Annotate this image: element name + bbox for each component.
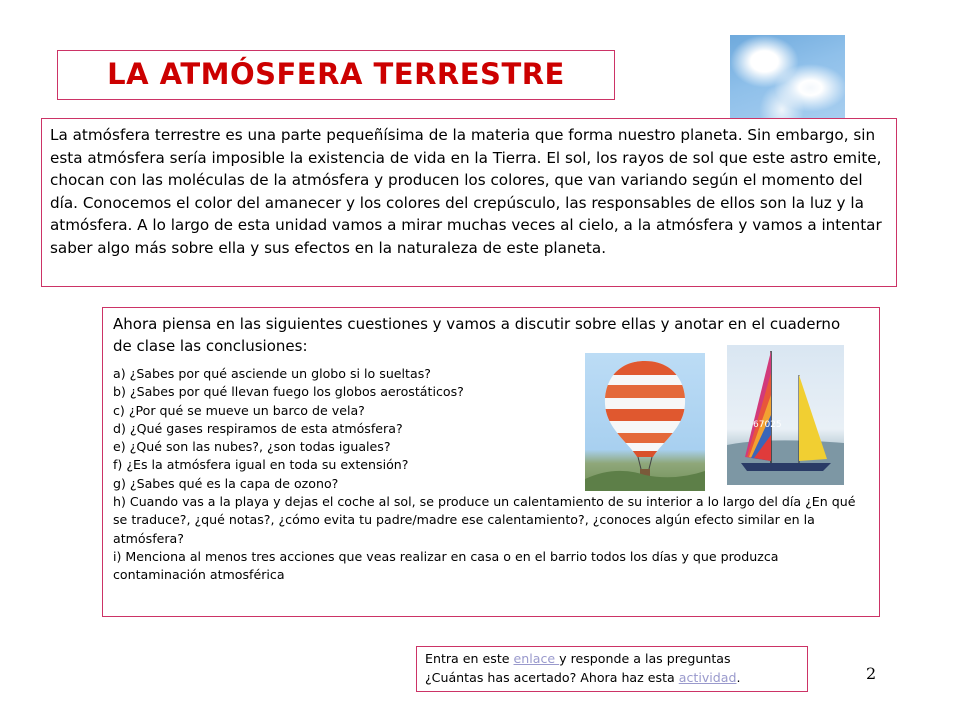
activity-link-box (416, 646, 808, 692)
enlace-link[interactable]: enlace (513, 651, 560, 666)
sailboat-icon (727, 345, 844, 485)
hot-air-balloon-icon (585, 353, 705, 491)
link-line-2 (425, 669, 799, 688)
link-line-2-text: ¿Cuántas has acertado? Ahora haz esta (425, 669, 679, 685)
question-item: f) ¿Es la atmósfera igual en toda su extensión? (113, 457, 409, 473)
link-line-1-text-end: y responde a las preguntas (559, 651, 731, 666)
question-item: c) ¿Por qué se mueve un barco de vela? (113, 402, 365, 418)
page-number: 2 (866, 664, 877, 683)
actividad-link[interactable]: actividad (678, 669, 737, 685)
question-item: g) ¿Sabes qué es la capa de ozono? (113, 475, 339, 491)
hot-air-balloon-image (585, 353, 705, 491)
question-item: i) Menciona al menos tres acciones que veas realizar en casa o en el barrio todos los días y que produzca contaminación atmosférica (113, 548, 779, 583)
question-item: e) ¿Qué son las nubes?, ¿son todas iguales? (113, 439, 391, 455)
sky-clouds-image (730, 35, 845, 123)
question-item: d) ¿Qué gases respiramos de esta atmósfera? (113, 420, 403, 436)
link-line-2-text-end: . (736, 669, 741, 685)
intro-box (41, 118, 897, 287)
link-line-1-text: Entra en este (425, 651, 514, 666)
sailboat-image (727, 345, 844, 485)
link-line-1 (425, 650, 799, 669)
question-item: b) ¿Sabes por qué llevan fuego los globos aerostáticos? (113, 384, 464, 400)
question-item: h) Cuando vas a la playa y dejas el coche al sol, se produce un calentamiento de su interior a lo largo del día ¿En qué se traduce?, ¿qué notas?, ¿cómo evita tu padre/madre ese calentamiento?, ¿conoces algún efecto similar en la atmósfera? (113, 494, 856, 546)
sail-number: 67025 (753, 420, 782, 430)
questions-intro: Ahora piensa en las siguientes cuestiones y vamos a discutir sobre ellas y anotar en el cuaderno de clase las conclusiones: (113, 315, 841, 355)
title-box (57, 50, 615, 100)
intro-paragraph: La atmósfera terrestre es una parte pequeñísima de la materia que forma nuestro planeta. Sin embargo, sin esta atmósfera sería imposible la existencia de vida en la Tierra. El sol, los rayos de sol que este astro emite, chocan con las moléculas de la atmósfera y producen los colores, que van variando según el momento del día. Conocemos el color del amanecer y los colores del crepúsculo, las responsables de ellos son la luz y la atmósfera. A lo largo de esta unidad vamos a mirar muchas veces al cielo, a la atmósfera y vamos a intentar saber algo más sobre ella y sus efectos en la naturaleza de este planeta. (50, 126, 882, 257)
page-title: LA ATMÓSFERA TERRESTRE (107, 57, 565, 91)
question-item: a) ¿Sabes por qué asciende un globo si lo sueltas? (113, 366, 431, 381)
